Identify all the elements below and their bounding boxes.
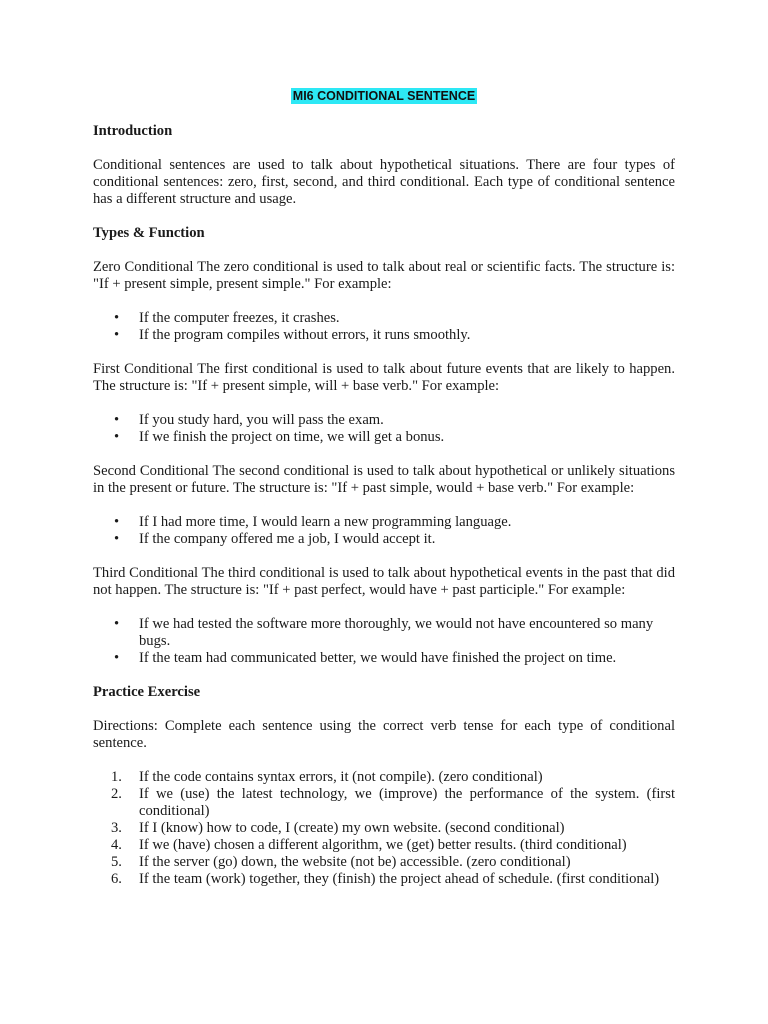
list-item	[93, 786, 675, 820]
second-conditional-examples	[93, 514, 675, 548]
list-item: • If the company offered me a job, I would accept it.	[93, 531, 675, 548]
list-item: • If I had more time, I would learn a new programming language.	[93, 514, 675, 531]
list-item: • If you study hard, you will pass the exam.	[93, 412, 675, 429]
list-item	[93, 854, 675, 871]
list-item	[93, 769, 675, 786]
list-item: • If we finish the project on time, we will get a bonus.	[93, 429, 675, 446]
item-number: 3.	[111, 820, 122, 836]
practice-directions: Directions: Complete each sentence using the correct verb tense for each type of conditional sentence.	[93, 718, 675, 751]
types-heading: Types & Function	[93, 225, 205, 241]
second-conditional-paragraph: Second Conditional The second conditional is used to talk about hypothetical or unlikely situations in the present or future. The structure is: "If + past simple, would + base verb." For example:	[93, 463, 675, 496]
document-title: MI6 CONDITIONAL SENTENCE	[292, 89, 476, 103]
list-item: • If the computer freezes, it crashes.	[93, 310, 675, 327]
title-block	[93, 88, 675, 105]
item-number: 1.	[111, 769, 122, 785]
first-conditional-examples	[93, 412, 675, 446]
practice-heading: Practice Exercise	[93, 684, 201, 700]
zero-conditional-paragraph: Zero Conditional The zero conditional is used to talk about real or scientific facts. The structure is: "If + present simple, present simple." For example:	[93, 259, 675, 292]
item-text: If we (use) the latest technology, we (improve) the performance of the system. (first conditional)	[139, 786, 675, 819]
list-item: • If the team had communicated better, we would have finished the project on time.	[93, 650, 675, 667]
introduction-paragraph: Conditional sentences are used to talk about hypothetical situations. There are four types of conditional sentences: zero, first, second, and third conditional. Each type of conditional sentence has a different structure and usage.	[93, 157, 675, 207]
zero-conditional-examples	[93, 310, 675, 344]
list-item: • If we had tested the software more thoroughly, we would not have encountered so many bugs.	[93, 616, 675, 650]
introduction-heading: Introduction	[93, 123, 173, 139]
item-text: If we (have) chosen a different algorithm, we (get) better results. (third conditional)	[139, 837, 627, 853]
list-item	[93, 871, 675, 888]
item-text: If the team (work) together, they (finish) the project ahead of schedule. (first conditional)	[139, 871, 660, 887]
list-item	[93, 820, 675, 837]
list-item	[93, 837, 675, 854]
item-number: 6.	[111, 871, 122, 887]
third-conditional-paragraph: Third Conditional The third conditional is used to talk about hypothetical events in the past that did not happen. The structure is: "If + past perfect, would have + past participle." For example:	[93, 565, 675, 598]
item-number: 4.	[111, 837, 122, 853]
practice-list	[93, 769, 675, 888]
list-item: • If the program compiles without errors, it runs smoothly.	[93, 327, 675, 344]
item-number: 5.	[111, 854, 122, 870]
third-conditional-examples	[93, 616, 675, 667]
introduction-section	[93, 123, 675, 208]
types-section	[93, 225, 675, 667]
item-number: 2.	[111, 786, 122, 802]
item-text: If I (know) how to code, I (create) my own website. (second conditional)	[139, 820, 565, 836]
item-text: If the server (go) down, the website (not be) accessible. (zero conditional)	[139, 854, 571, 870]
item-text: If the code contains syntax errors, it (not compile). (zero conditional)	[139, 769, 543, 785]
practice-section	[93, 684, 675, 888]
first-conditional-paragraph: First Conditional The first conditional is used to talk about future events that are likely to happen. The structure is: "If + present simple, will + base verb." For example:	[93, 361, 675, 394]
